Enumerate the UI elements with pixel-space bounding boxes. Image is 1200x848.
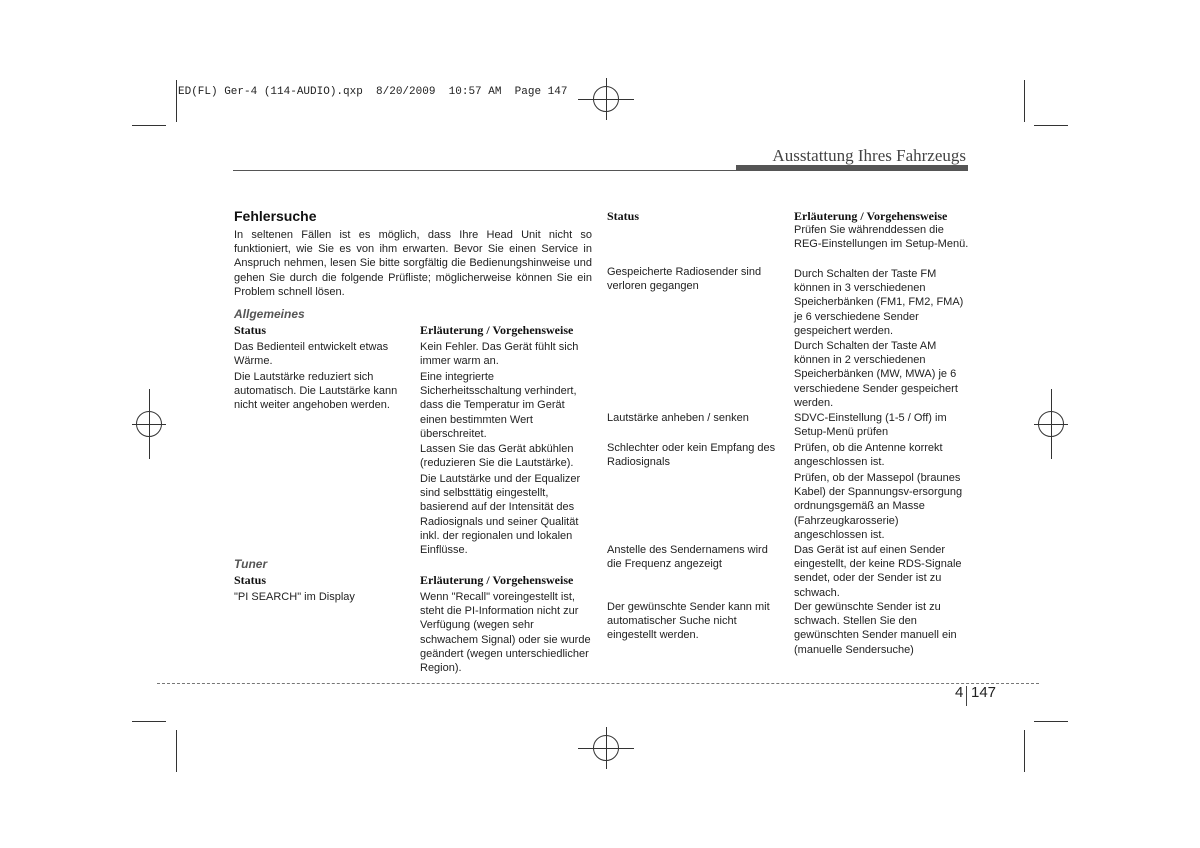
chapter-number: 4 (955, 684, 964, 701)
registration-mark (1034, 411, 1068, 437)
column-header-status: Status (607, 209, 640, 223)
table-cell-explanation: SDVC-Einstellung (1-5 / Off) im Setup-Menü prüfen (794, 412, 947, 439)
table-cell-explanation: Prüfen, ob die Antenne korrekt angeschlossen ist. (794, 442, 943, 469)
table-cell-explanation: Prüfen Sie währenddessen die REG-Einstellungen im Setup-Menü. (794, 224, 969, 251)
table-cell-status: Das Bedienteil entwickelt etwas Wärme. (234, 341, 389, 368)
table-cell-explanation: Prüfen, ob der Massepol (braunes Kabel) der Spannungsv-ersorgung ordnungsgemäß an Masse (Fahrzeugkarosserie) angeschlossen ist. (794, 472, 963, 541)
table-cell-status: Gespeicherte Radiosender sind verloren gegangen (607, 266, 762, 293)
registration-mark (578, 86, 634, 112)
crop-mark (1024, 730, 1025, 772)
section-title: Ausstattung Ihres Fahrzeugs (772, 146, 966, 165)
table-cell-status: Lautstärke anheben / senken (607, 412, 749, 424)
crop-mark (1034, 721, 1068, 722)
registration-mark (578, 735, 634, 761)
column-header-status: Status (234, 323, 267, 337)
table-cell-explanation: Durch Schalten der Taste FM können in 3 verschiedenen Speicherbänken (FM1, FM2, FMA) je 6 verschiedene Sender gespeichert werden. (794, 268, 964, 337)
table-cell-explanation: Lassen Sie das Gerät abkühlen (reduzieren Sie die Lautstärke). (420, 443, 574, 470)
table-cell-status: Schlechter oder kein Empfang des Radiosignals (607, 442, 776, 469)
table-cell-status: Der gewünschte Sender kann mit automatischer Suche nicht eingestellt werden. (607, 601, 770, 642)
table-cell-explanation: Durch Schalten der Taste AM können in 2 verschiedenen Speicherbänken (MW, MWA) je 6 verschiedene Sender gespeichert werden. (794, 340, 958, 409)
table-cell-explanation: Kein Fehler. Das Gerät fühlt sich immer warm an. (420, 341, 579, 368)
page-number: 147 (971, 684, 997, 701)
table-cell-explanation: Die Lautstärke und der Equalizer sind selbsttätig eingestellt, basierend auf der Intensität des Radiosignals und seiner Qualität inkl. der regionalen und lokalen Einflüsse. (420, 473, 581, 557)
intro-paragraph: In seltenen Fällen ist es möglich, dass Ihre Head Unit nicht so funktioniert, wie Sie es von ihm erwarten. Bevor Sie einen Service in Anspruch nehmen, lesen Sie bitte sorgfältig die Bedienungshinweise und gehen Sie durch die folgende Prüfliste; möglicherweise können Sie ein Problem schnell lösen. (234, 229, 592, 298)
table-cell-explanation: Das Gerät ist auf einen Sender eingestellt, der keine RDS-Signale sendet, oder der Sender ist zu schwach. (794, 544, 962, 599)
column-header-explanation: Erläuterung / Vorgehensweise (420, 323, 574, 337)
crop-mark (176, 730, 177, 772)
crop-mark (176, 80, 177, 122)
column-header-explanation: Erläuterung / Vorgehensweise (794, 209, 948, 223)
column-header-explanation: Erläuterung / Vorgehensweise (420, 573, 574, 587)
table-cell-status: Die Lautstärke reduziert sich automatisch. Die Lautstärke kann nicht weiter angehoben werden. (234, 371, 398, 412)
table-cell-status: "PI SEARCH" im Display (234, 591, 355, 603)
footer-dotted-rule (157, 683, 1039, 684)
print-slug-line: ED(FL) Ger-4 (114-AUDIO).qxp 8/20/2009 10:57 AM Page 147 (178, 86, 568, 98)
crop-mark (1034, 125, 1068, 126)
page-number-separator (966, 686, 967, 706)
table-cell-explanation: Der gewünschte Sender ist zu schwach. Stellen Sie den gewünschten Sender manuell ein (manuelle Sendersuche) (794, 601, 957, 656)
crop-mark (132, 721, 166, 722)
table-cell-explanation: Wenn "Recall" voreingestellt ist, steht die PI-Information nicht zur Verfügung (wegen sehr schwachem Signal) oder sie wurde geändert (wegen unterschiedlicher Region). (420, 591, 591, 675)
column-header-status: Status (234, 573, 267, 587)
header-bar (736, 165, 968, 171)
crop-mark (1024, 80, 1025, 122)
page-heading: Fehlersuche (234, 208, 317, 224)
subsection-title-tuner: Tuner (234, 557, 268, 571)
table-cell-status: Anstelle des Sendernamens wird die Frequenz angezeigt (607, 544, 768, 571)
crop-mark (132, 125, 166, 126)
table-cell-explanation: Eine integrierte Sicherheitsschaltung verhindert, dass die Temperatur im Gerät einen bestimmten Wert überschreitet. (420, 371, 577, 440)
registration-mark (132, 411, 166, 437)
subsection-title-general: Allgemeines (234, 307, 305, 321)
